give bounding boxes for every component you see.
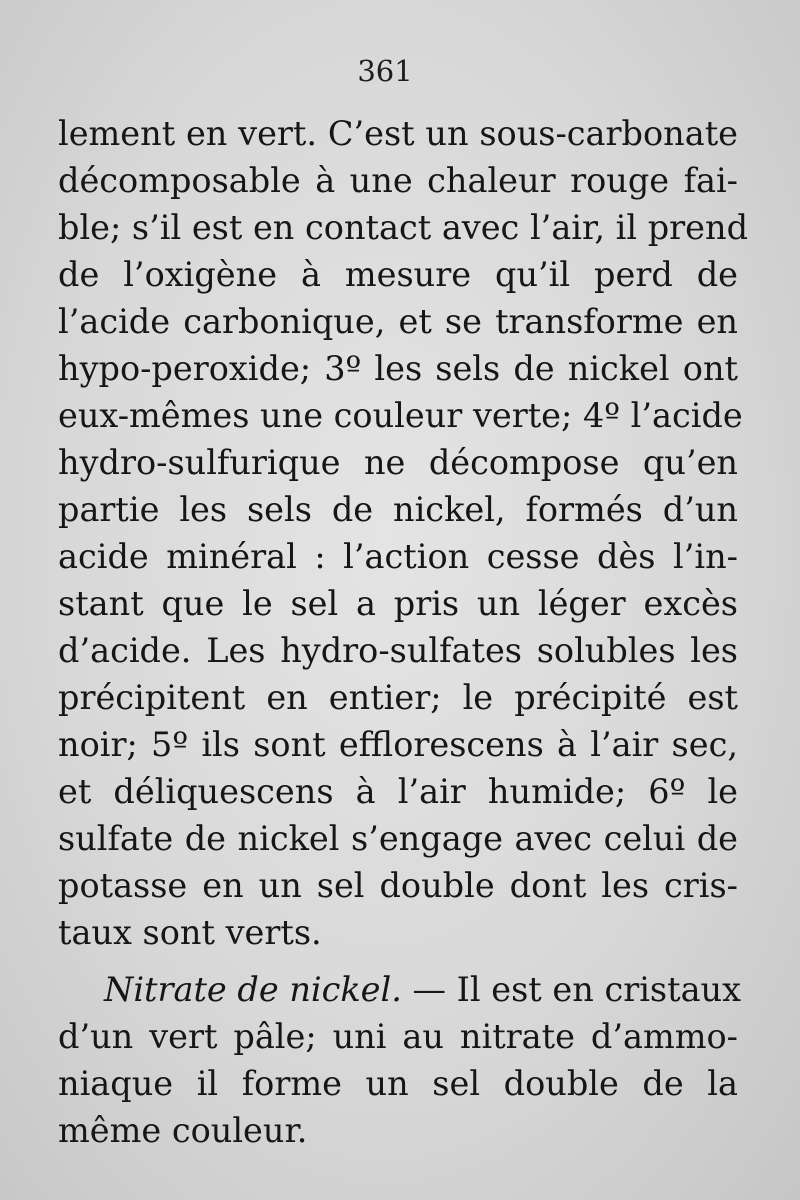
text-line: potasse en un sel double dont les cris- xyxy=(58,866,738,905)
text-line: niaque il forme un sel double de la xyxy=(58,1064,738,1103)
page-number: 361 xyxy=(357,54,413,88)
text-line: l’acide carbonique, et se transforme en xyxy=(58,302,738,341)
text-line: eux-mêmes une couleur verte; 4º l’acide xyxy=(58,396,743,435)
body-text xyxy=(58,110,749,1154)
section-heading: Nitrate de nickel. xyxy=(104,970,402,1009)
text-line: d’acide. Les hydro-sulfates solubles les xyxy=(58,631,738,670)
text-line: de l’oxigène à mesure qu’il perd de xyxy=(58,255,738,294)
text-line: hydro-sulfurique ne décompose qu’en xyxy=(58,443,738,482)
text-line: même couleur. xyxy=(58,1111,308,1150)
text-line: noir; 5º ils sont efflorescens à l’air sec, xyxy=(58,725,738,764)
text-line: d’un vert pâle; uni au nitrate d’ammo- xyxy=(58,1017,738,1056)
text-line: taux sont verts. xyxy=(58,913,322,952)
text-line: et déliquescens à l’air humide; 6º le xyxy=(58,772,738,811)
text-span: — Il est en cristaux xyxy=(401,970,742,1009)
text-line: hypo-peroxide; 3º les sels de nickel ont xyxy=(58,349,738,388)
text-line: sulfate de nickel s’engage avec celui de xyxy=(58,819,738,858)
text-line: ble; s’il est en contact avec l’air, il prend xyxy=(58,208,749,247)
text-line: partie les sels de nickel, formés d’un xyxy=(58,490,738,529)
text-line: acide minéral : l’action cesse dès l’in- xyxy=(58,537,738,576)
paragraph-gap xyxy=(58,956,738,966)
text-line: précipitent en entier; le précipité est xyxy=(58,678,738,717)
text-line-heading xyxy=(58,966,742,1013)
text-line: lement en vert. C’est un sous-carbonate xyxy=(58,114,738,153)
text-line: stant que le sel a pris un léger excès xyxy=(58,584,738,623)
text-line: décomposable à une chaleur rouge fai- xyxy=(58,161,738,200)
